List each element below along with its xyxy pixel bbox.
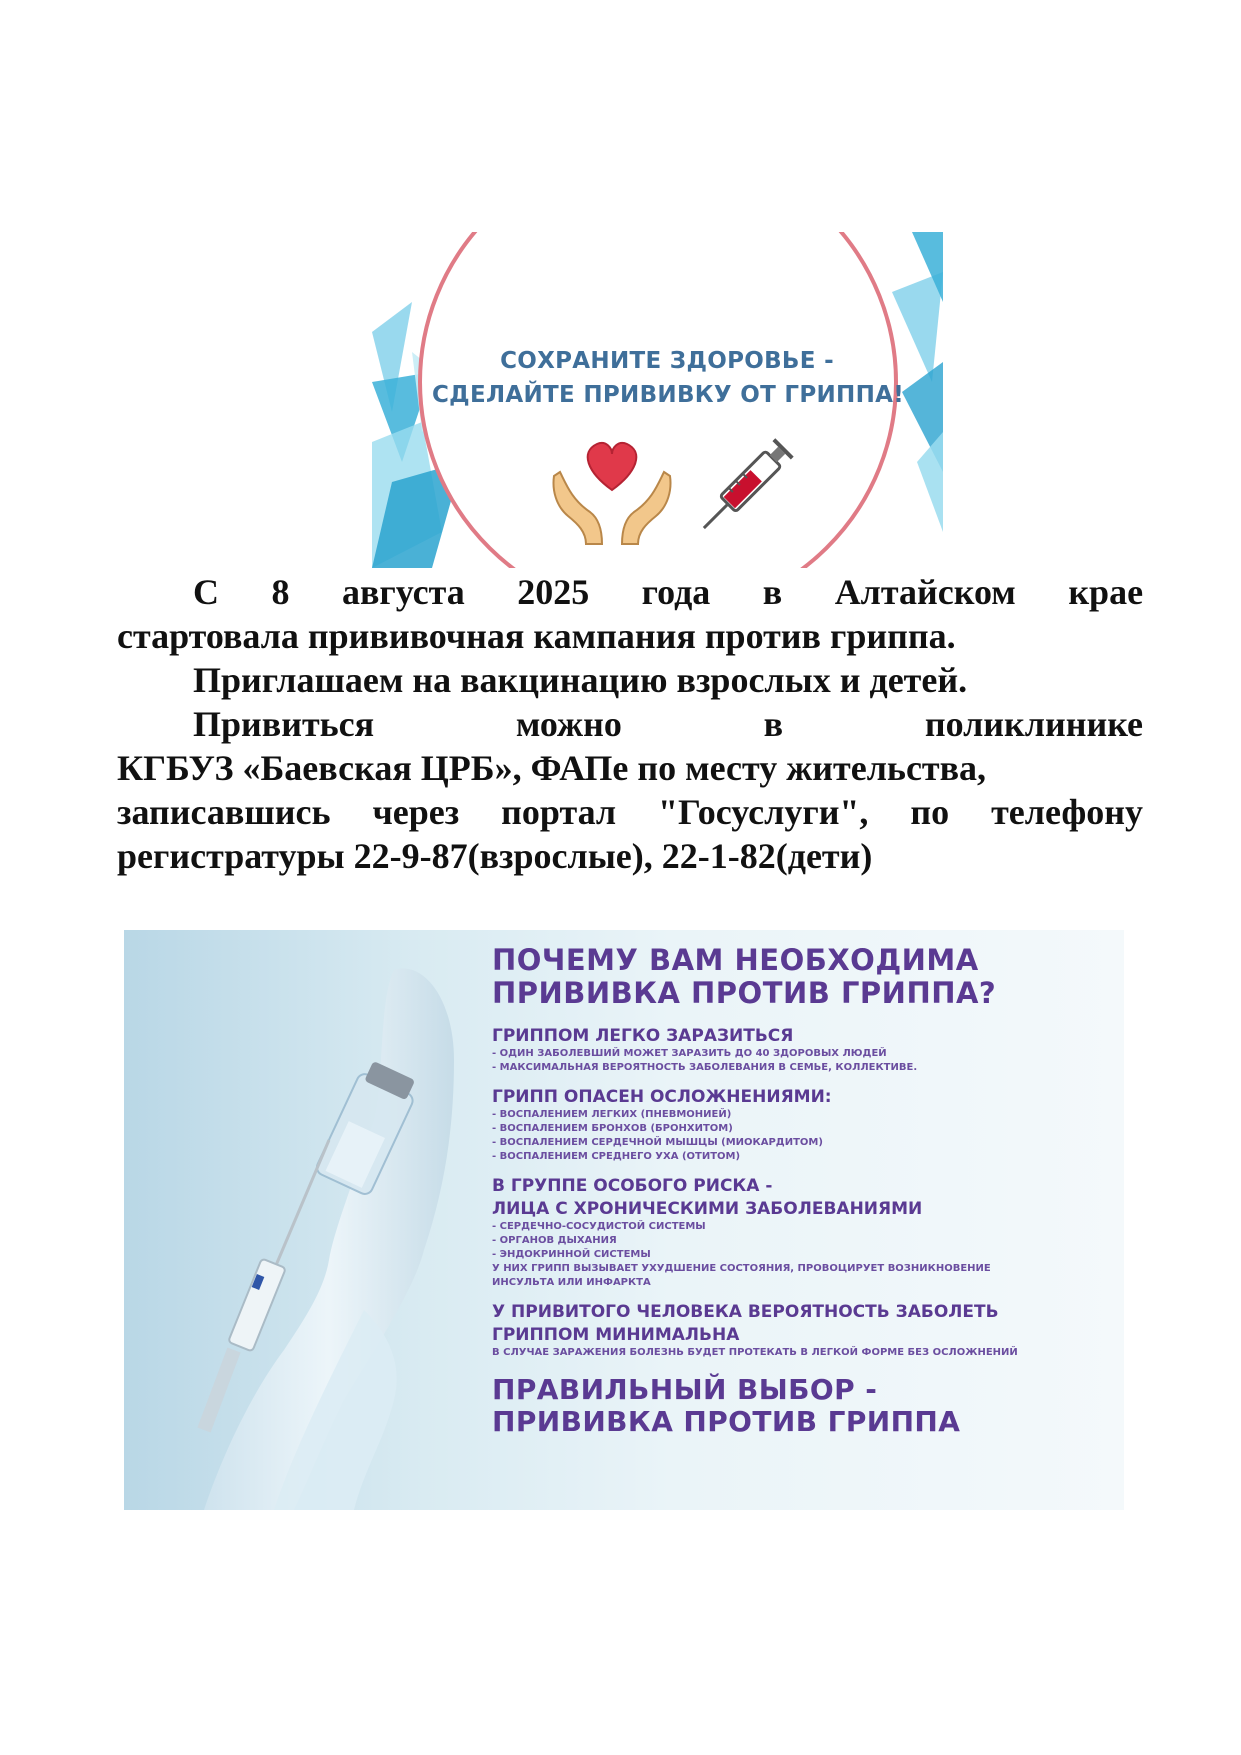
section-3-item: - ОРГАНОВ ДЫХАНИЯ [492, 1235, 617, 1246]
section-2-title: ГРИПП ОПАСЕН ОСЛОЖНЕНИЯМИ: [492, 1087, 832, 1107]
infographic-heading-line-1: ПОЧЕМУ ВАМ НЕОБХОДИМА [492, 943, 979, 977]
p3-line-3: записавшись через портал "Госуслуги", по телефону [117, 792, 1144, 832]
section-4-item: В СЛУЧАЕ ЗАРАЖЕНИЯ БОЛЕЗНЬ БУДЕТ ПРОТЕКАТЬ В ЛЕГКОЙ ФОРМЕ БЕЗ ОСЛОЖНЕНИЙ [492, 1347, 1018, 1358]
flu-vaccination-banner [372, 232, 943, 568]
section-3-title-line-1: В ГРУППЕ ОСОБОГО РИСКА - [492, 1176, 773, 1196]
infographic-text [492, 944, 1122, 1438]
announcement-text [117, 570, 1143, 878]
p1-line-1: С 8 августа 2025 года в Алтайском крае [193, 572, 1144, 612]
section-3-item: - СЕРДЕЧНО-СОСУДИСТОЙ СИСТЕМЫ [492, 1221, 706, 1232]
p3-line-2: КГБУЗ «Баевская ЦРБ», ФАПе по месту жительства, [117, 748, 987, 788]
flu-vaccination-infographic [124, 930, 1124, 1510]
section-3-item: ИНСУЛЬТА ИЛИ ИНФАРКТА [492, 1277, 651, 1288]
section-4-title-line-1: У ПРИВИТОГО ЧЕЛОВЕКА ВЕРОЯТНОСТЬ ЗАБОЛЕТЬ [492, 1302, 999, 1322]
p1-line-2: стартовала прививочная кампания против гриппа. [117, 616, 956, 656]
banner-title-line-2: СДЕЛАЙТЕ ПРИВИВКУ ОТ ГРИППА! [432, 382, 905, 408]
section-1-item: - МАКСИМАЛЬНАЯ ВЕРОЯТНОСТЬ ЗАБОЛЕВАНИЯ В СЕМЬЕ, КОЛЛЕКТИВЕ. [492, 1062, 918, 1073]
section-3-title-line-2: ЛИЦА С ХРОНИЧЕСКИМИ ЗАБОЛЕВАНИЯМИ [492, 1199, 923, 1219]
section-1-title: ГРИППОМ ЛЕГКО ЗАРАЗИТЬСЯ [492, 1026, 794, 1046]
section-2-item: - ВОСПАЛЕНИЕМ СРЕДНЕГО УХА (ОТИТОМ) [492, 1151, 741, 1162]
banner-title-line-1: СОХРАНИТЕ ЗДОРОВЬЕ - [500, 348, 834, 374]
p3-line-1: Привиться можно в поликлинике [193, 704, 1144, 744]
section-3-item: У НИХ ГРИПП ВЫЗЫВАЕТ УХУДШЕНИЕ СОСТОЯНИЯ, ПРОВОЦИРУЕТ ВОЗНИКНОВЕНИЕ [492, 1263, 991, 1274]
section-1-item: - ОДИН ЗАБОЛЕВШИЙ МОЖЕТ ЗАРАЗИТЬ ДО 40 ЗДОРОВЫХ ЛЮДЕЙ [492, 1048, 887, 1059]
final-line-1: ПРАВИЛЬНЫЙ ВЫБОР - [492, 1373, 878, 1406]
section-2-item: - ВОСПАЛЕНИЕМ ЛЕГКИХ (ПНЕВМОНИЕЙ) [492, 1109, 732, 1120]
banner-title [432, 344, 905, 412]
section-2-item: - ВОСПАЛЕНИЕМ СЕРДЕЧНОЙ МЫШЦЫ (МИОКАРДИТОМ) [492, 1137, 823, 1148]
section-2-item: - ВОСПАЛЕНИЕМ БРОНХОВ (БРОНХИТОМ) [492, 1123, 733, 1134]
infographic-heading-line-2: ПРИВИВКА ПРОТИВ ГРИППА? [492, 976, 997, 1010]
final-line-2: ПРИВИВКА ПРОТИВ ГРИППА [492, 1405, 961, 1438]
p3-line-4: регистратуры 22-9-87(взрослые), 22-1-82(дети) [117, 836, 873, 876]
section-3-item: - ЭНДОКРИННОЙ СИСТЕМЫ [492, 1249, 651, 1260]
p2: Приглашаем на вакцинацию взрослых и детей. [193, 660, 968, 700]
heart-hands-icon [542, 432, 682, 552]
syringe-icon [687, 432, 807, 552]
section-4-title-line-2: ГРИППОМ МИНИМАЛЬНА [492, 1325, 740, 1345]
